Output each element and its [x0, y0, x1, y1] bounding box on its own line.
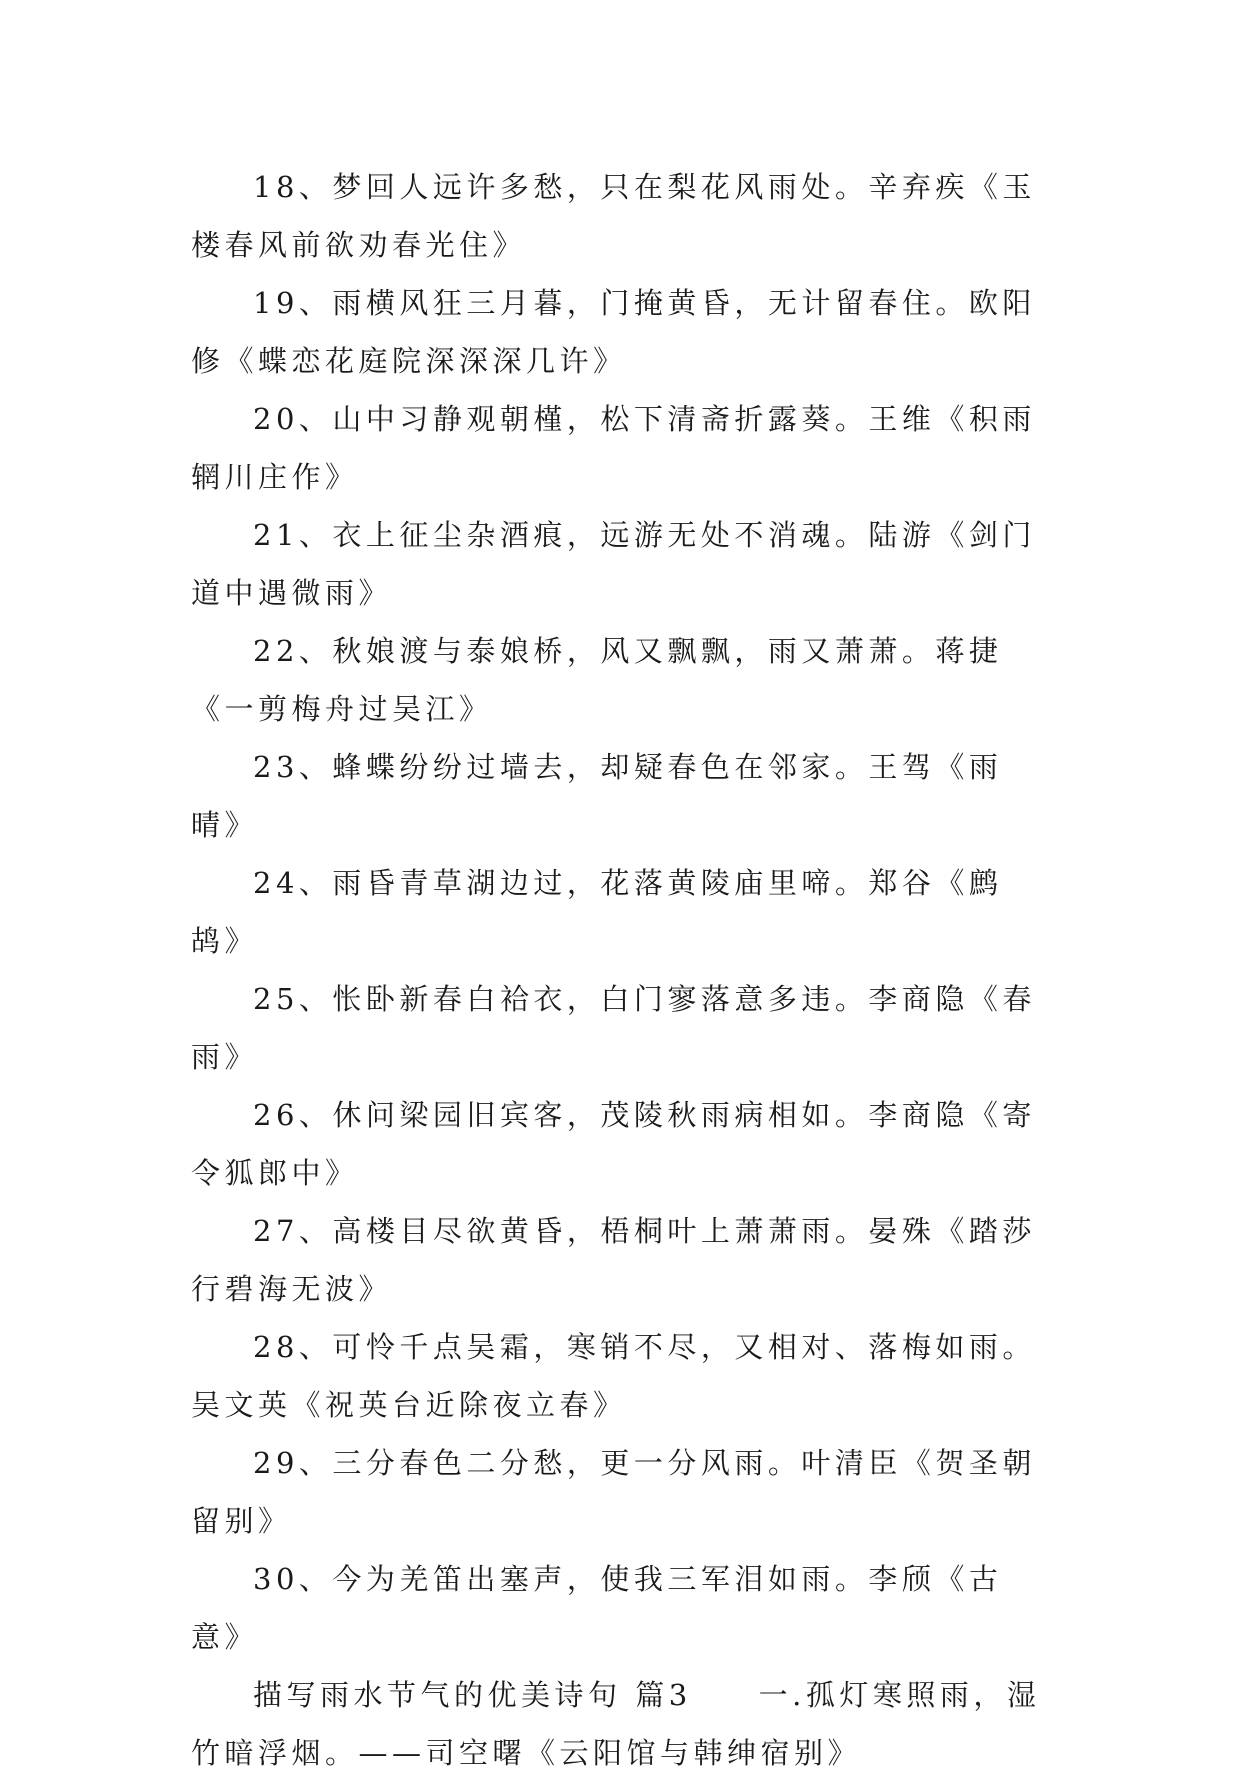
poem-line-30: 30、今为羌笛出塞声，使我三军泪如雨。李颀《古意》: [191, 1562, 1003, 1654]
poem-line-29: 29、三分春色二分愁，更一分风雨。叶清臣《贺圣朝留别》: [191, 1446, 1036, 1538]
poem-line-23: 23、蜂蝶纷纷过墙去，却疑春色在邻家。王驾《雨晴》: [191, 750, 1003, 842]
poem-line-19: 19、雨横风狂三月暮，门掩黄昏，无计留春住。欧阳修《蝶恋花庭院深深深几许》: [191, 286, 1036, 378]
poem-line-26: 26、休问梁园旧宾客，茂陵秋雨病相如。李商隐《寄令狐郎中》: [191, 1098, 1036, 1190]
poem-line-27: 27、高楼目尽欲黄昏，梧桐叶上萧萧雨。晏殊《踏莎行碧海无波》: [191, 1214, 1036, 1306]
poem-line-25: 25、怅卧新春白袷衣，白门寥落意多违。李商隐《春雨》: [191, 982, 1036, 1074]
section-heading-part-3: 描写雨水节气的优美诗句 篇3 一.孤灯寒照雨，湿竹暗浮烟。——司空曙《云阳馆与韩绅宿别》: [191, 1678, 1041, 1770]
poem-line-22: 22、秋娘渡与泰娘桥，风又飘飘，雨又萧萧。蒋捷《一剪梅舟过吴江》: [191, 634, 1003, 726]
document-body: [191, 158, 1051, 1782]
poem-line-20: 20、山中习静观朝槿，松下清斋折露葵。王维《积雨辋川庄作》: [191, 402, 1036, 494]
poem-line-18: 18、梦回人远许多愁，只在梨花风雨处。辛弃疾《玉楼春风前欲劝春光住》: [191, 170, 1036, 262]
poem-line-28: 28、可怜千点吴霜，寒销不尽，又相对、落梅如雨。吴文英《祝英台近除夜立春》: [191, 1330, 1036, 1422]
poem-line-24: 24、雨昏青草湖边过，花落黄陵庙里啼。郑谷《鹧鸪》: [191, 866, 1003, 958]
poem-line-21: 21、衣上征尘杂酒痕，远游无处不消魂。陆游《剑门道中遇微雨》: [191, 518, 1036, 610]
